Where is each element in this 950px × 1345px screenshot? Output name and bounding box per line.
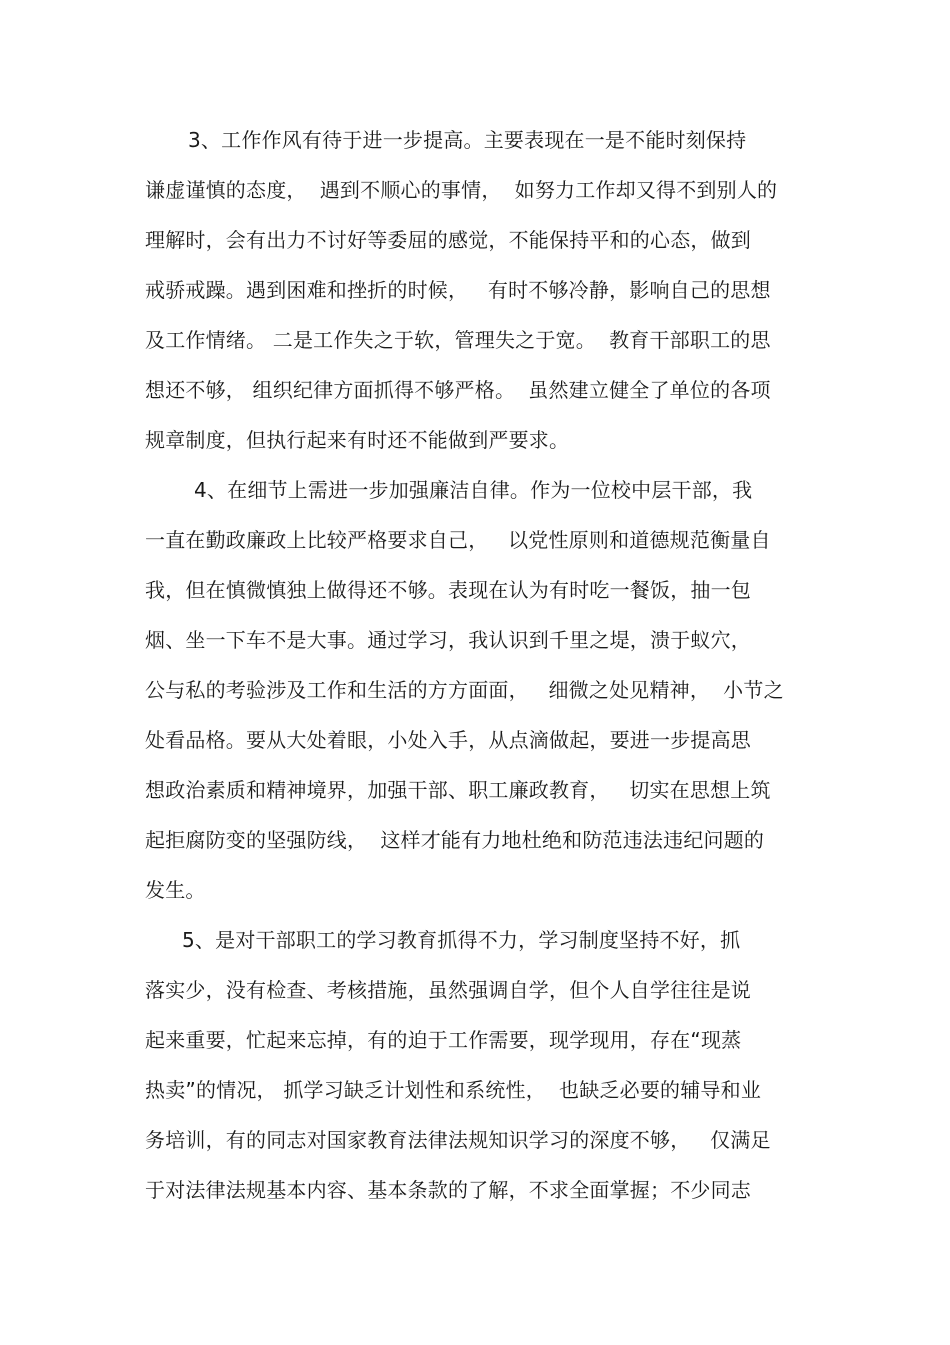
- paragraph-3-line-2: 谦虚谨慎的态度， 遇到不顺心的事情， 如努力工作却又得不到别人的: [145, 178, 778, 202]
- paragraph-4-line-2: 一直在勤政廉政上比较严格要求自己， 以党性原则和道德规范衡量自: [145, 528, 771, 552]
- paragraph-4-line-5: 公与私的考验涉及工作和生活的方方面面， 细微之处见精神， 小节之: [145, 678, 784, 702]
- paragraph-4-line-6: 处看品格。要从大处着眼，小处入手，从点滴做起，要进一步提高思: [145, 728, 751, 752]
- paragraph-3-line-5: 及工作情绪。 二是工作失之于软，管理失之于宽。 教育干部职工的思: [145, 328, 771, 352]
- paragraph-3-line-4: 戒骄戒躁。遇到困难和挫折的时候， 有时不够冷静，影响自己的思想: [145, 278, 771, 302]
- paragraph-5-line-5: 务培训，有的同志对国家教育法律法规知识学习的深度不够， 仅满足: [145, 1128, 771, 1152]
- paragraph-4-line-1: 4、在细节上需进一步加强廉洁自律。作为一位校中层干部，我: [194, 478, 753, 502]
- paragraph-4-line-9: 发生。: [145, 878, 206, 902]
- paragraph-4-line-7: 想政治素质和精神境界，加强干部、职工廉政教育， 切实在思想上筑: [145, 778, 771, 802]
- paragraph-4-line-4: 烟、坐一下车不是大事。通过学习，我认识到千里之堤，溃于蚁穴，: [145, 628, 751, 652]
- paragraph-5-line-6: 于对法律法规基本内容、基本条款的了解，不求全面掌握；不少同志: [145, 1178, 751, 1202]
- paragraph-5-line-2: 落实少，没有检查、考核措施，虽然强调自学，但个人自学往往是说: [145, 978, 751, 1002]
- paragraph-4-line-8: 起拒腐防变的坚强防线， 这样才能有力地杜绝和防范违法违纪问题的: [145, 828, 765, 852]
- paragraph-3-line-7: 规章制度，但执行起来有时还不能做到严要求。: [145, 428, 570, 452]
- paragraph-4-line-3: 我，但在慎微慎独上做得还不够。表现在认为有时吃一餐饭，抽一包: [145, 578, 751, 602]
- paragraph-5-line-4: 热卖”的情况， 抓学习缺乏计划性和系统性， 也缺乏必要的辅导和业: [145, 1078, 762, 1102]
- paragraph-3-line-6: 想还不够， 组织纪律方面抓得不够严格。 虽然建立健全了单位的各项: [145, 378, 771, 402]
- paragraph-5-line-3: 起来重要，忙起来忘掉，有的迫于工作需要，现学现用，存在“现蒸: [145, 1028, 742, 1052]
- paragraph-5-line-1: 5、是对干部职工的学习教育抓得不力，学习制度坚持不好，抓: [182, 928, 741, 952]
- paragraph-3-line-1: 3、工作作风有待于进一步提高。主要表现在一是不能时刻保持: [188, 128, 747, 152]
- paragraph-3-line-3: 理解时，会有出力不讨好等委屈的感觉，不能保持平和的心态，做到: [145, 228, 751, 252]
